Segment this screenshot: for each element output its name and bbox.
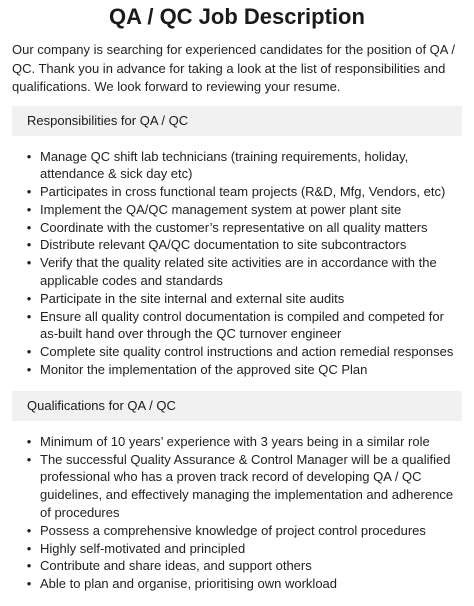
- qualifications-heading: Qualifications for QA / QC: [12, 391, 462, 421]
- list-item-text: Coordinate with the customer’s representative on all quality matters: [40, 219, 428, 235]
- list-item-text: Contribute and share ideas, and support others: [40, 558, 312, 574]
- bullet-icon: •: [26, 522, 32, 538]
- list-item: [12, 343, 462, 361]
- bullet-icon: •: [26, 576, 32, 592]
- responsibilities-list: [12, 148, 462, 379]
- list-item: [12, 433, 462, 451]
- responsibilities-heading: Responsibilities for QA / QC: [12, 106, 462, 136]
- list-item: [12, 236, 462, 254]
- list-item-text: Participates in cross functional team projects (R&D, Mfg, Vendors, etc): [40, 184, 446, 200]
- list-item: [12, 290, 462, 308]
- bullet-icon: •: [26, 201, 32, 217]
- list-item-text: Verify that the quality related site activities are in accordance with the applicable codes and standards: [40, 255, 437, 289]
- bullet-icon: •: [26, 540, 32, 556]
- list-item-text: Possess a comprehensive knowledge of project control procedures: [40, 522, 426, 538]
- list-item: [12, 451, 462, 522]
- list-item: [12, 522, 462, 540]
- page-title: QA / QC Job Description: [109, 4, 365, 29]
- bullet-icon: •: [26, 362, 32, 378]
- list-item: [12, 540, 462, 558]
- list-item-text: Minimum of 10 years’ experience with 3 years being in a similar role: [40, 433, 430, 449]
- list-item: [12, 148, 462, 184]
- qualifications-list: [12, 433, 462, 593]
- list-item-text: Manage QC shift lab technicians (training requirements, holiday, attendance & sick day etc): [40, 148, 409, 182]
- list-item: [12, 575, 462, 593]
- list-item: [12, 254, 462, 290]
- bullet-icon: •: [26, 308, 32, 324]
- list-item: [12, 201, 462, 219]
- list-item-text: Highly self-motivated and principled: [40, 540, 246, 556]
- list-item: [12, 361, 462, 379]
- bullet-icon: •: [26, 433, 32, 449]
- list-item: [12, 308, 462, 344]
- list-item-text: Complete site quality control instructions and action remedial responses: [40, 344, 454, 360]
- list-item-text: Ensure all quality control documentation is compiled and competed for as-built hand over through the QC turnover engineer: [40, 308, 444, 342]
- bullet-icon: •: [26, 148, 32, 164]
- intro-paragraph: Our company is searching for experienced candidates for the position of QA / QC. Thank you in advance for taking a look at the list of responsibilities and qualifications. We look forward to reviewing your resume.: [12, 42, 455, 94]
- bullet-icon: •: [26, 219, 32, 235]
- list-item-text: Participate in the site internal and external site audits: [40, 290, 345, 306]
- list-item: [12, 557, 462, 575]
- list-item-text: Implement the QA/QC management system at power plant site: [40, 201, 402, 217]
- list-item-text: The successful Quality Assurance & Control Manager will be a qualified professional who has a proven track record of developing QA / QC guidelines, and effectively managing the implementation and adherence of procedures: [40, 451, 454, 521]
- bullet-icon: •: [26, 290, 32, 306]
- bullet-icon: •: [26, 255, 32, 271]
- bullet-icon: •: [26, 451, 32, 467]
- list-item-text: Distribute relevant QA/QC documentation to site subcontractors: [40, 237, 407, 253]
- list-item-text: Able to plan and organise, prioritising own workload: [40, 576, 338, 592]
- bullet-icon: •: [26, 558, 32, 574]
- bullet-icon: •: [26, 344, 32, 360]
- list-item: [12, 183, 462, 201]
- bullet-icon: •: [26, 184, 32, 200]
- bullet-icon: •: [26, 237, 32, 253]
- list-item: [12, 219, 462, 237]
- list-item-text: Monitor the implementation of the approved site QC Plan: [40, 362, 368, 378]
